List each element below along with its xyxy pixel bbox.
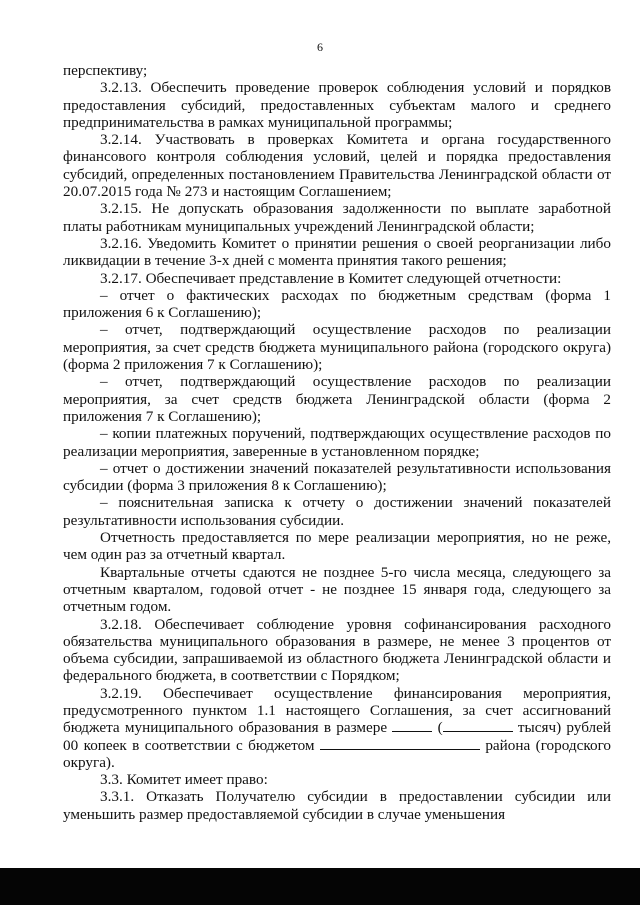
paragraph: – отчет, подтверждающий осуществление расходов по реализации мероприятия, за счет средств бюджета муниципального района (городского округа) (форма 2 приложения 7 к Соглашению); — [63, 321, 611, 374]
paragraphs-before — [63, 62, 611, 685]
paragraph: 3.2.13. Обеспечить проведение проверок соблюдения условий и порядков предоставления субсидий, предоставленных субъектам малого и среднего предпринимательства в рамках муниципальной программы; — [63, 79, 611, 131]
paragraph: 3.2.15. Не допускать образования задолженности по выплате заработной платы работникам муниципальных учреждений Ленинградской области; — [63, 200, 611, 235]
paragraph: – копии платежных поручений, подтверждающих осуществление расходов по реализации мероприятия, заверенные в установленном порядке; — [63, 425, 611, 460]
paragraph: – отчет о достижении значений показателей результативности использования субсидии (форма 3 приложения 8 к Соглашению); — [63, 459, 611, 495]
paragraph: 3.3. Комитет имеет право: — [100, 771, 268, 789]
scan-bottom-edge — [0, 868, 640, 905]
paragraph: 3.2.16. Уведомить Комитет о принятии решения о своей реорганизации либо ликвидации в течение 3-х дней с момента принятия такого решения; — [63, 234, 611, 270]
paragraphs-after — [63, 771, 611, 823]
paragraph: 3.2.14. Участвовать в проверках Комитета и органа государственного финансового контроля соблюдения условий, целей и порядка предоставления субсидий, определенных постановлением Правительства Ленинградской области от 20.07.2015 года № 273 и настоящим Соглашением; — [63, 131, 611, 201]
paragraph: 3.2.17. Обеспечивает представление в Комитет следующей отчетности: — [100, 269, 562, 287]
paragraph: 3.3.1. Отказать Получателю субсидии в предоставлении субсидии или уменьшить размер предоставляемой субсидии в случае уменьшения — [63, 788, 611, 823]
paragraph: – отчет, подтверждающий осуществление расходов по реализации мероприятия, за счет средств бюджета Ленинградской области (форма 2 приложения 7 к Соглашению); — [63, 373, 611, 425]
paragraph-3-2-19-part-d: района (городского округа). — [63, 736, 612, 771]
page-number: 6 — [317, 40, 323, 54]
budget-name-blank — [320, 737, 480, 750]
paragraph: 3.2.18. Обеспечивает соблюдение уровня софинансирования расходного обязательства муниципального образования в размере, не менее 3 процентов от объема субсидии, запрашиваемой из областного бюджета Ленинградской области и федерального бюджета, в соответствии с Порядком; — [63, 615, 611, 685]
document-body — [63, 62, 611, 823]
paragraph: – пояснительная записка к отчету о достижении значений показателей результативности использования субсидии. — [63, 494, 611, 529]
paragraph-3-2-19-part-b: ( — [437, 719, 443, 737]
paragraph: Квартальные отчеты сдаются не позднее 5-го числа месяца, следующего за отчетным кварталом, годовой отчет - не позднее 15 января года, следующего за отчетным годом. — [63, 563, 611, 616]
amount-blank — [392, 719, 432, 732]
amount-words-blank — [443, 719, 513, 732]
paragraph: Отчетность предоставляется по мере реализации мероприятия, но не реже, чем один раз за отчетный квартал. — [63, 529, 611, 564]
paragraph-3-2-19-part-c: тысяч) рублей 00 копеек в соответствии с бюджетом — [63, 719, 611, 754]
paragraph-3-2-19 — [63, 685, 611, 771]
paragraph: – отчет о фактических расходах по бюджетным средствам (форма 1 приложения 6 к Соглашению); — [63, 286, 611, 322]
paragraph: перспективу; — [63, 62, 148, 79]
paragraph-3-2-19-part-a: 3.2.19. Обеспечивает осуществление финансирования мероприятия, предусмотренного пунктом 1.1 настоящего Соглашения, за счет ассигнований бюджета муниципального образования в размере — [63, 684, 611, 737]
